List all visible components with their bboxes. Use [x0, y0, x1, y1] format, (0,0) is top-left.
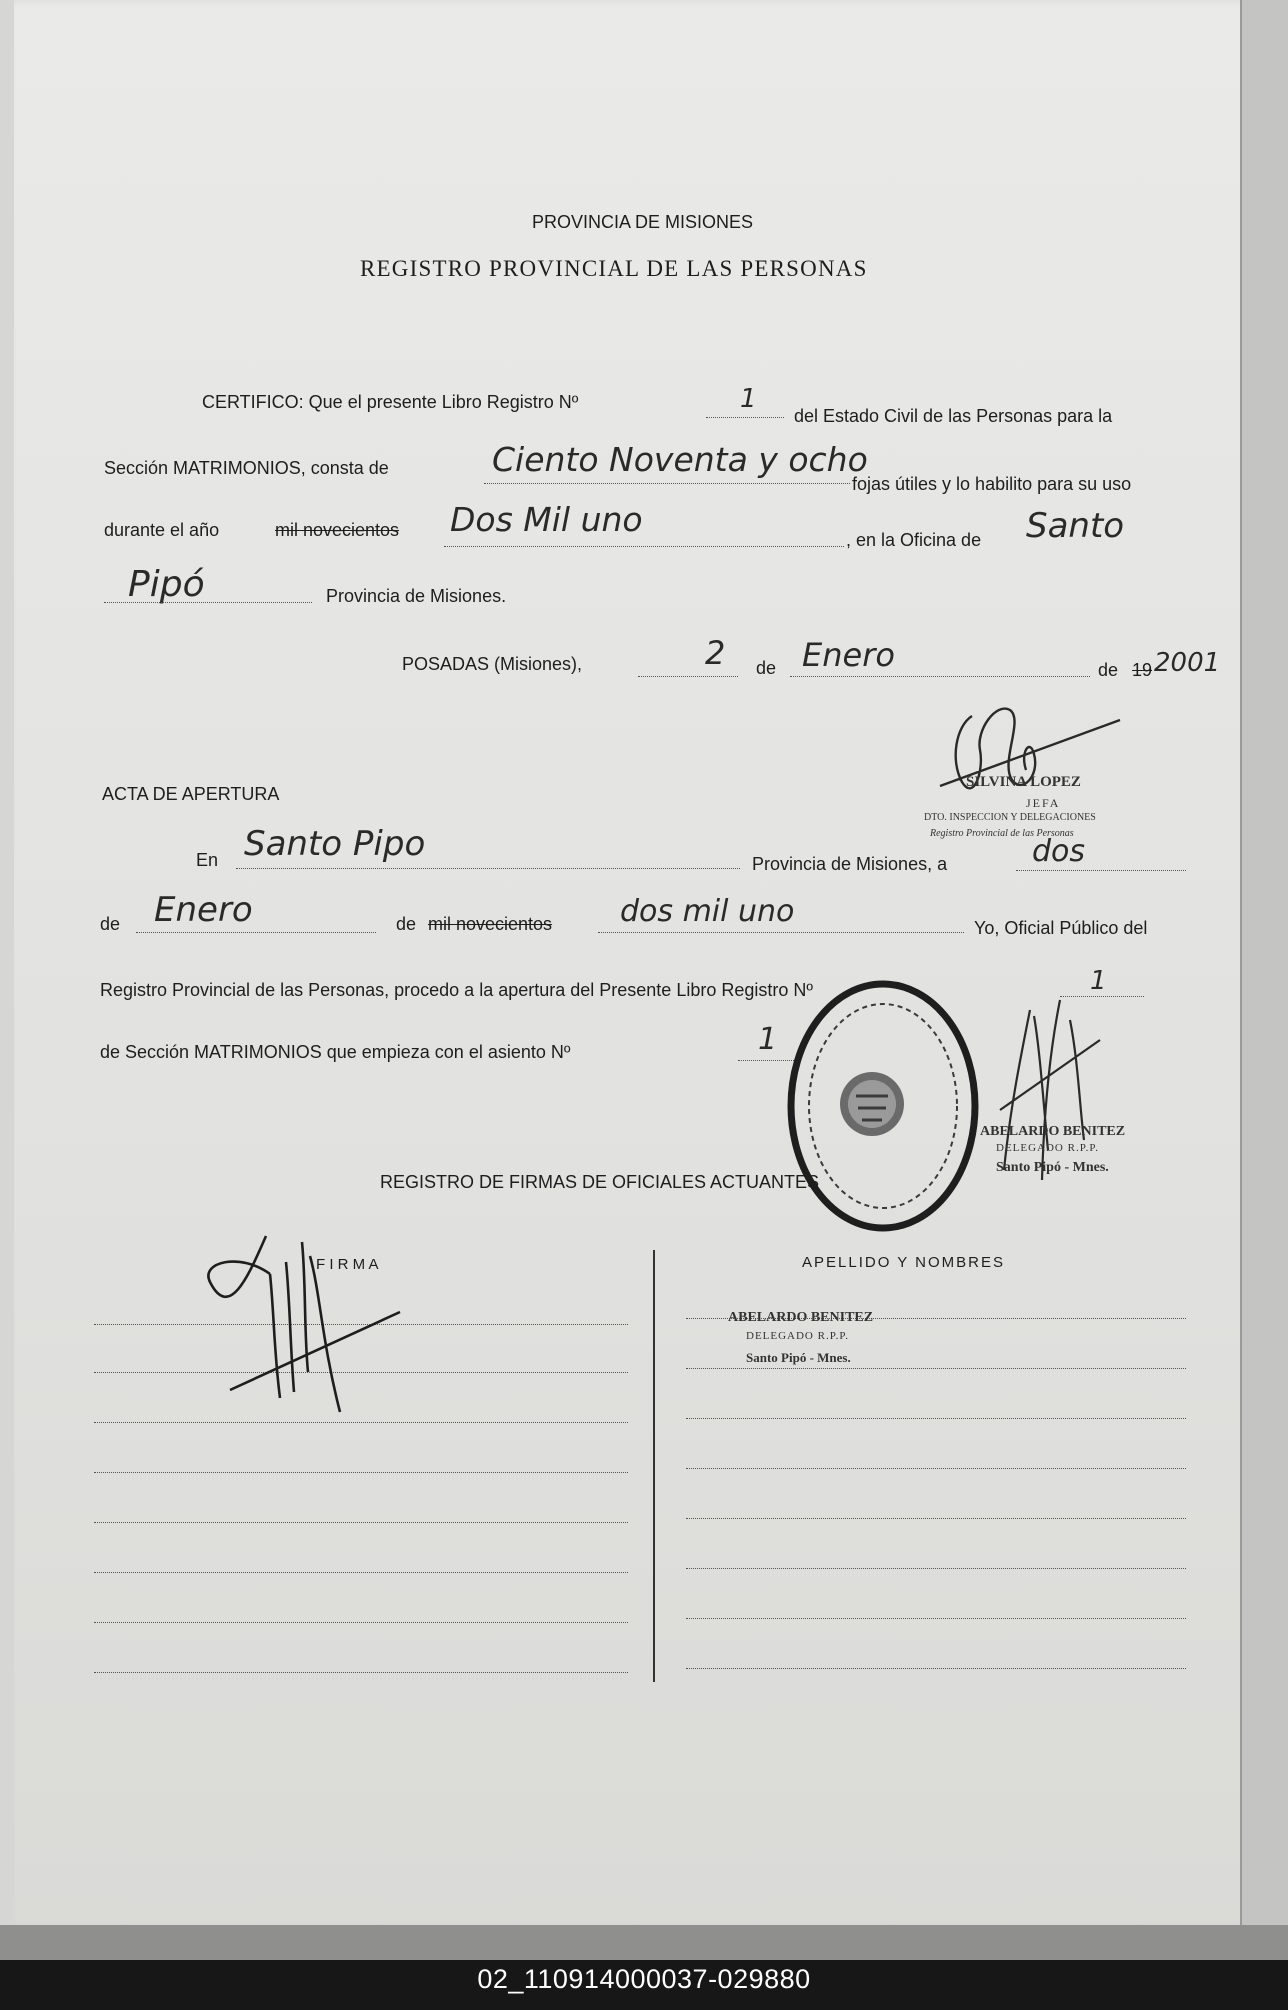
year-short-hw: 2001: [1154, 648, 1221, 678]
name-line-5: [686, 1518, 1186, 1519]
back-page-edge: [1240, 0, 1288, 1960]
city-date-label: POSADAS (Misiones),: [402, 654, 583, 674]
cert-line3-end: , en la Oficina de: [846, 530, 982, 550]
name-line-8: [686, 1668, 1186, 1669]
pages-line: [484, 483, 850, 484]
firma-line-3: [94, 1422, 628, 1423]
paper-sheet: [14, 0, 1269, 1928]
struck-century: 19: [1132, 660, 1153, 680]
opening-de-1: de: [100, 914, 121, 934]
opening-year-hw: dos mil uno: [620, 894, 795, 929]
opening-year-line: [598, 932, 964, 933]
pages-hw: Ciento Noventa y ocho: [492, 440, 868, 479]
opening-line4: de Sección MATRIMONIOS que empieza con el asiento Nº: [100, 1042, 571, 1062]
name-line-4: [686, 1468, 1186, 1469]
page-bottom-edge: [0, 1925, 1288, 1960]
province-heading: PROVINCIA DE MISIONES: [532, 212, 754, 232]
name-line-7: [686, 1618, 1186, 1619]
official-seal: [778, 966, 988, 1246]
de-label-1: de: [756, 658, 777, 678]
name-line-2: [686, 1368, 1186, 1369]
cert-line1-start: CERTIFICO: Que el presente Libro Registro Nº: [202, 392, 579, 412]
opening-prov: Provincia de Misiones, a: [752, 854, 948, 874]
firma-line-7: [94, 1622, 628, 1623]
office-hw-2: Pipó: [128, 564, 205, 605]
opening-struck: mil novecientos: [428, 914, 553, 934]
name-line-3: [686, 1418, 1186, 1419]
month-hw: Enero: [802, 636, 895, 674]
cert-struck-text: mil novecientos: [275, 520, 400, 540]
name-line-6: [686, 1568, 1186, 1569]
book-number-line: [706, 417, 784, 418]
opening-month-line: [136, 932, 376, 933]
firma-column-header: F I R M A: [316, 1256, 379, 1273]
day-line: [638, 676, 738, 677]
jefa-dept: DTO. INSPECCION Y DELEGACIONES: [924, 812, 1096, 823]
opening-day-hw: dos: [1032, 834, 1086, 869]
cert-line3-start: durante el año: [104, 520, 220, 540]
register-entry-title: DELEGADO R.P.P.: [746, 1330, 850, 1342]
day-hw: 2: [705, 634, 726, 672]
register-entry-name: ABELARDO BENITEZ: [728, 1310, 874, 1325]
jefa-signature: [900, 690, 1140, 820]
opening-title: ACTA DE APERTURA: [102, 784, 280, 804]
register-entry-place: Santo Pipó - Mnes.: [746, 1350, 851, 1365]
cert-line4-end: Provincia de Misiones.: [326, 586, 507, 606]
names-column-header: APELLIDO Y NOMBRES: [802, 1254, 1006, 1271]
place-hw: Santo Pipo: [244, 824, 426, 864]
year-hw: Dos Mil uno: [450, 500, 643, 539]
jefa-name: SILVINA LOPEZ: [966, 774, 1081, 790]
signatures-title: REGISTRO DE FIRMAS DE OFICIALES ACTUANTES: [380, 1172, 820, 1192]
firma-line-4: [94, 1472, 628, 1473]
opening-book-hw: 1: [1090, 966, 1107, 996]
firma-signature: [190, 1222, 420, 1422]
year-line: [444, 546, 844, 547]
place-line: [236, 868, 740, 869]
opening-month-hw: Enero: [154, 890, 253, 930]
opening-de-2: de: [396, 914, 417, 934]
file-id-caption: 02_110914000037-029880: [477, 1964, 811, 1994]
delegado-name: ABELARDO BENITEZ: [980, 1124, 1126, 1139]
delegado-title: DELEGADO R.P.P.: [996, 1142, 1100, 1154]
opening-day-line: [1016, 870, 1186, 871]
firma-line-6: [94, 1572, 628, 1573]
firma-line-8: [94, 1672, 628, 1673]
cert-line1-end: del Estado Civil de las Personas para la: [794, 406, 1113, 426]
opening-en: En: [196, 850, 219, 870]
de-label-2: de: [1098, 660, 1119, 680]
delegado-place: Santo Pipó - Mnes.: [996, 1160, 1109, 1175]
opening-line3: Registro Provincial de las Personas, procedo a la apertura del Presente Libro Registro Nº: [100, 980, 813, 1000]
column-divider: [653, 1250, 655, 1682]
office-line: [104, 602, 312, 603]
firma-line-5: [94, 1522, 628, 1523]
jefa-title: JEFA: [1026, 796, 1061, 810]
opening-yo: Yo, Oficial Público del: [974, 918, 1148, 938]
cert-line2-start: Sección MATRIMONIOS, consta de: [104, 458, 389, 478]
entry-hw: 1: [758, 1022, 778, 1057]
office-hw-1: Santo: [1026, 506, 1125, 546]
book-number-hw: 1: [740, 384, 757, 414]
cert-line2-end: fojas útiles y lo habilito para su uso: [852, 474, 1132, 494]
registry-heading: REGISTRO PROVINCIAL DE LAS PERSONAS: [360, 256, 868, 281]
jefa-registry: Registro Provincial de las Personas: [930, 828, 1074, 839]
month-line: [790, 676, 1090, 677]
